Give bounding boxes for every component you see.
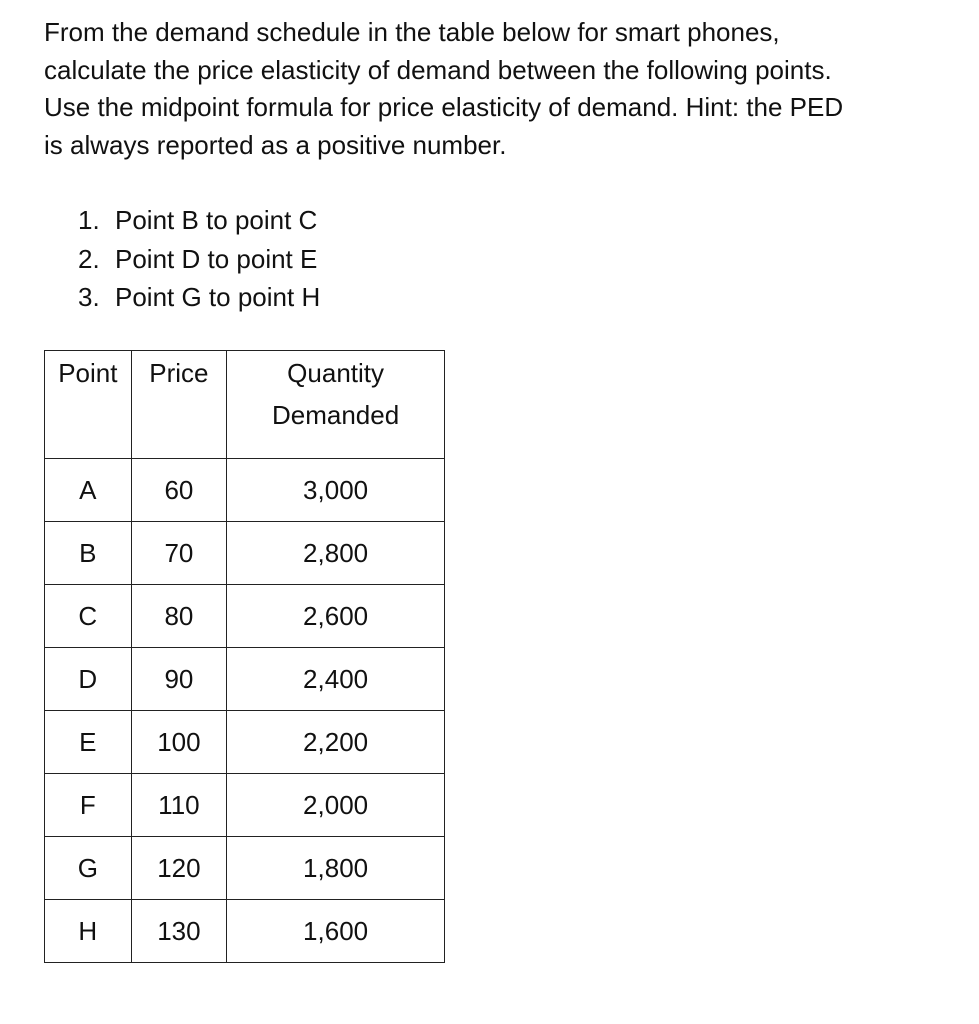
cell-quantity: 1,800 (227, 837, 445, 900)
cell-quantity: 2,200 (227, 711, 445, 774)
task-list (78, 201, 320, 317)
task-text: Point B to point C (115, 205, 318, 235)
cell-price: 60 (131, 459, 227, 522)
table-row (45, 585, 445, 648)
table-row (45, 711, 445, 774)
header-quantity-line: Demanded (271, 400, 400, 430)
task-number: 2. (78, 243, 100, 274)
cell-point: A (45, 459, 132, 522)
task-number: 3. (78, 282, 100, 312)
question-line: From the demand schedule in the table below for smart phones, (44, 17, 780, 47)
cell-price: 80 (131, 585, 227, 648)
cell-price: 110 (131, 774, 227, 837)
cell-quantity: 2,600 (227, 585, 445, 648)
task-number: 1. (78, 205, 100, 235)
table-row (45, 900, 445, 963)
task-item (78, 240, 320, 279)
table-row (45, 459, 445, 522)
cell-price: 90 (131, 648, 227, 711)
cell-point: E (45, 711, 132, 774)
cell-point: F (45, 774, 132, 837)
cell-point: D (45, 648, 132, 711)
cell-price: 120 (131, 837, 227, 900)
cell-quantity: 2,800 (227, 522, 445, 585)
cell-price: 130 (131, 900, 227, 963)
table-row (45, 648, 445, 711)
table-row (45, 522, 445, 585)
table-header-row (45, 351, 445, 459)
question-line: Use the midpoint formula for price elasticity of demand. Hint: the PED (44, 92, 844, 122)
cell-quantity: 3,000 (227, 459, 445, 522)
question-line: is always reported as a positive number. (44, 129, 507, 160)
task-text: Point D to point E (115, 243, 318, 274)
cell-price: 70 (131, 522, 227, 585)
cell-quantity: 1,600 (227, 900, 445, 963)
cell-point: C (45, 585, 132, 648)
header-point: Point (45, 351, 132, 459)
cell-price: 100 (131, 711, 227, 774)
table-row (45, 837, 445, 900)
header-quantity-line: Quantity (287, 358, 384, 388)
question-text (44, 14, 944, 164)
task-item (78, 278, 320, 317)
cell-point: H (45, 900, 132, 963)
task-text: Point G to point H (115, 282, 321, 312)
table-row (45, 774, 445, 837)
cell-point: B (45, 522, 132, 585)
cell-point: G (45, 837, 132, 900)
header-price: Price (131, 351, 227, 459)
cell-quantity: 2,000 (227, 774, 445, 837)
task-item (78, 201, 320, 240)
demand-schedule-table (44, 350, 445, 963)
question-line: calculate the price elasticity of demand between the following points. (44, 54, 832, 85)
header-quantity-demanded (227, 351, 445, 459)
cell-quantity: 2,400 (227, 648, 445, 711)
